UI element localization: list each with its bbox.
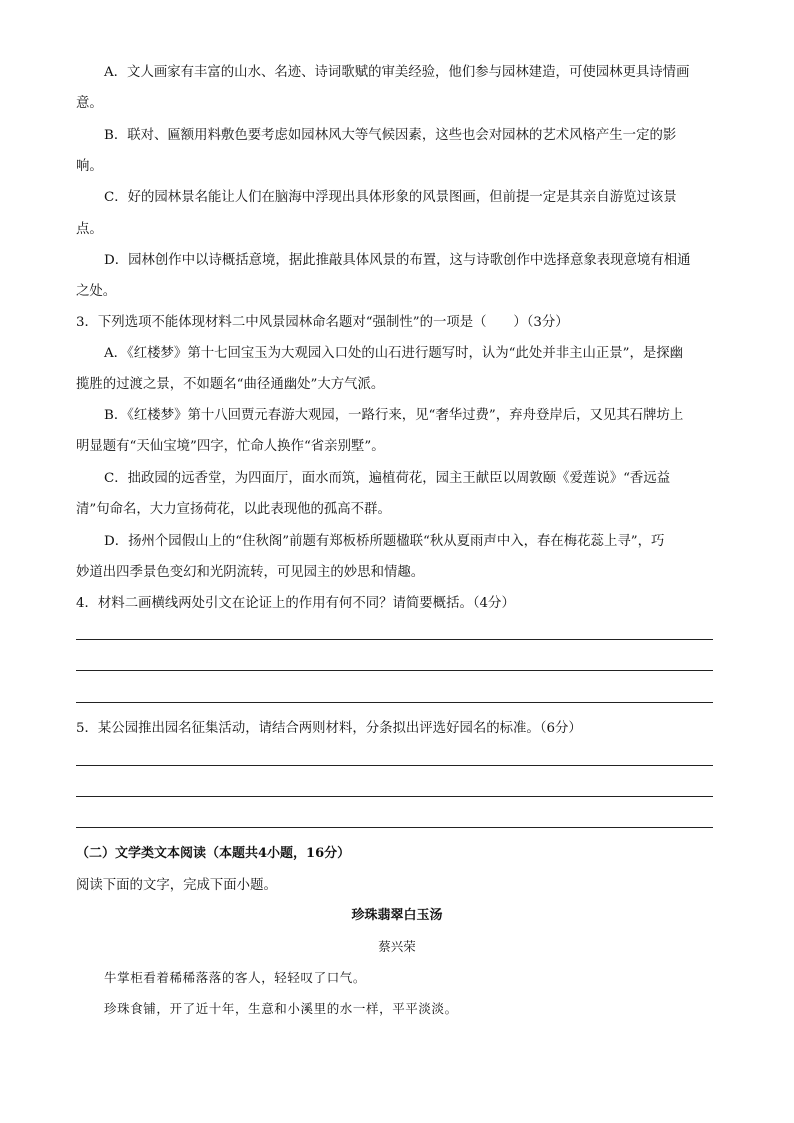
q2-option-b-line2: 响。 (76, 159, 103, 174)
q3-option-d-line1: D．扬州个园假山上的“住秋阁”前题有郑板桥所题楹联“秋从夏雨声中入，春在梅花蕊上寻”，巧 (104, 534, 665, 549)
section-instruction: 阅读下面的文字，完成下面小题。 (76, 878, 277, 893)
story-paragraph-1: 牛掌柜看着稀稀落落的客人，轻轻叹了口气。 (104, 970, 367, 985)
q3-option-b-line1: B．《红楼梦》第十八回贾元春游大观园，一路行来，见“奢华过费”，弃舟登岸后，又见其石牌坊上 (104, 408, 684, 423)
q2-option-d-line2: 之处。 (76, 284, 117, 299)
q2-option-c-line1: C．好的园林景名能让人们在脑海中浮现出具体形象的风景图画，但前提一定是其亲自游览过该景 (104, 190, 677, 205)
q4-answer-line-1[interactable] (76, 639, 713, 640)
q3-option-a-line1: A．《红楼梦》第十七回宝玉为大观园入口处的山石进行题写时，认为“此处并非主山正景”，是探幽 (104, 346, 684, 361)
q2-option-a-line2: 意。 (76, 96, 103, 111)
q2-option-b-line1: B．联对、匾额用料敷色要考虑如园林风大等气候因素，这些也会对园林的艺术风格产生一定的影 (104, 128, 677, 143)
q5-answer-line-2[interactable] (76, 796, 713, 797)
story-paragraph-2: 珍珠食铺，开了近十年，生意和小溪里的水一样，平平淡淡。 (104, 1001, 458, 1016)
q2-option-d-line1: D．园林创作中以诗概括意境，据此推敲具体风景的布置，这与诗歌创作中选择意象表现意境有相通 (104, 253, 691, 268)
story-author: 蔡兴荣 (378, 939, 416, 954)
q3-option-c-line1: C．拙政园的远香堂，为四面厅，面水而筑，遍植荷花，园主王献臣以周敦颐《爱莲说》“香远益 (104, 471, 671, 486)
q5-answer-line-3[interactable] (76, 827, 713, 828)
q3-option-d-line2: 妙道出四季景色变幻和光阴流转，可见园主的妙思和情趣。 (76, 565, 425, 580)
q3-stem: 3．下列选项不能体现材料二中风景园林命名题对“强制性”的一项是（ ）（3分） (76, 315, 569, 330)
q3-option-a-line2: 揽胜的过渡之景，不如题名“曲径通幽处”大方气派。 (76, 377, 385, 392)
q2-option-a-line1: A．文人画家有丰富的山水、名迹、诗词歌赋的审美经验，他们参与园林建造，可使园林更具诗情画 (104, 65, 690, 80)
q3-option-b-line2: 明显题有“天仙宝境”四字，忙命人换作“省亲别墅”。 (76, 439, 385, 454)
story-title: 珍珠翡翠白玉汤 (351, 908, 443, 923)
q4-answer-line-3[interactable] (76, 702, 713, 703)
section-heading: （二）文学类文本阅读（本题共4小题，16分） (76, 846, 351, 861)
q5-stem: 5．某公园推出园名征集活动，请结合两则材料，分条拟出评选好园名的标准。（6分） (76, 721, 582, 736)
q3-option-c-line2: 清”句命名，大力宣扬荷花，以此表现他的孤高不群。 (76, 502, 391, 517)
q5-answer-line-1[interactable] (76, 765, 713, 766)
q2-option-c-line2: 点。 (76, 222, 103, 237)
q4-answer-line-2[interactable] (76, 670, 713, 671)
q4-stem: 4．材料二画横线两处引文在论证上的作用有何不同？请简要概括。（4分） (76, 596, 515, 611)
